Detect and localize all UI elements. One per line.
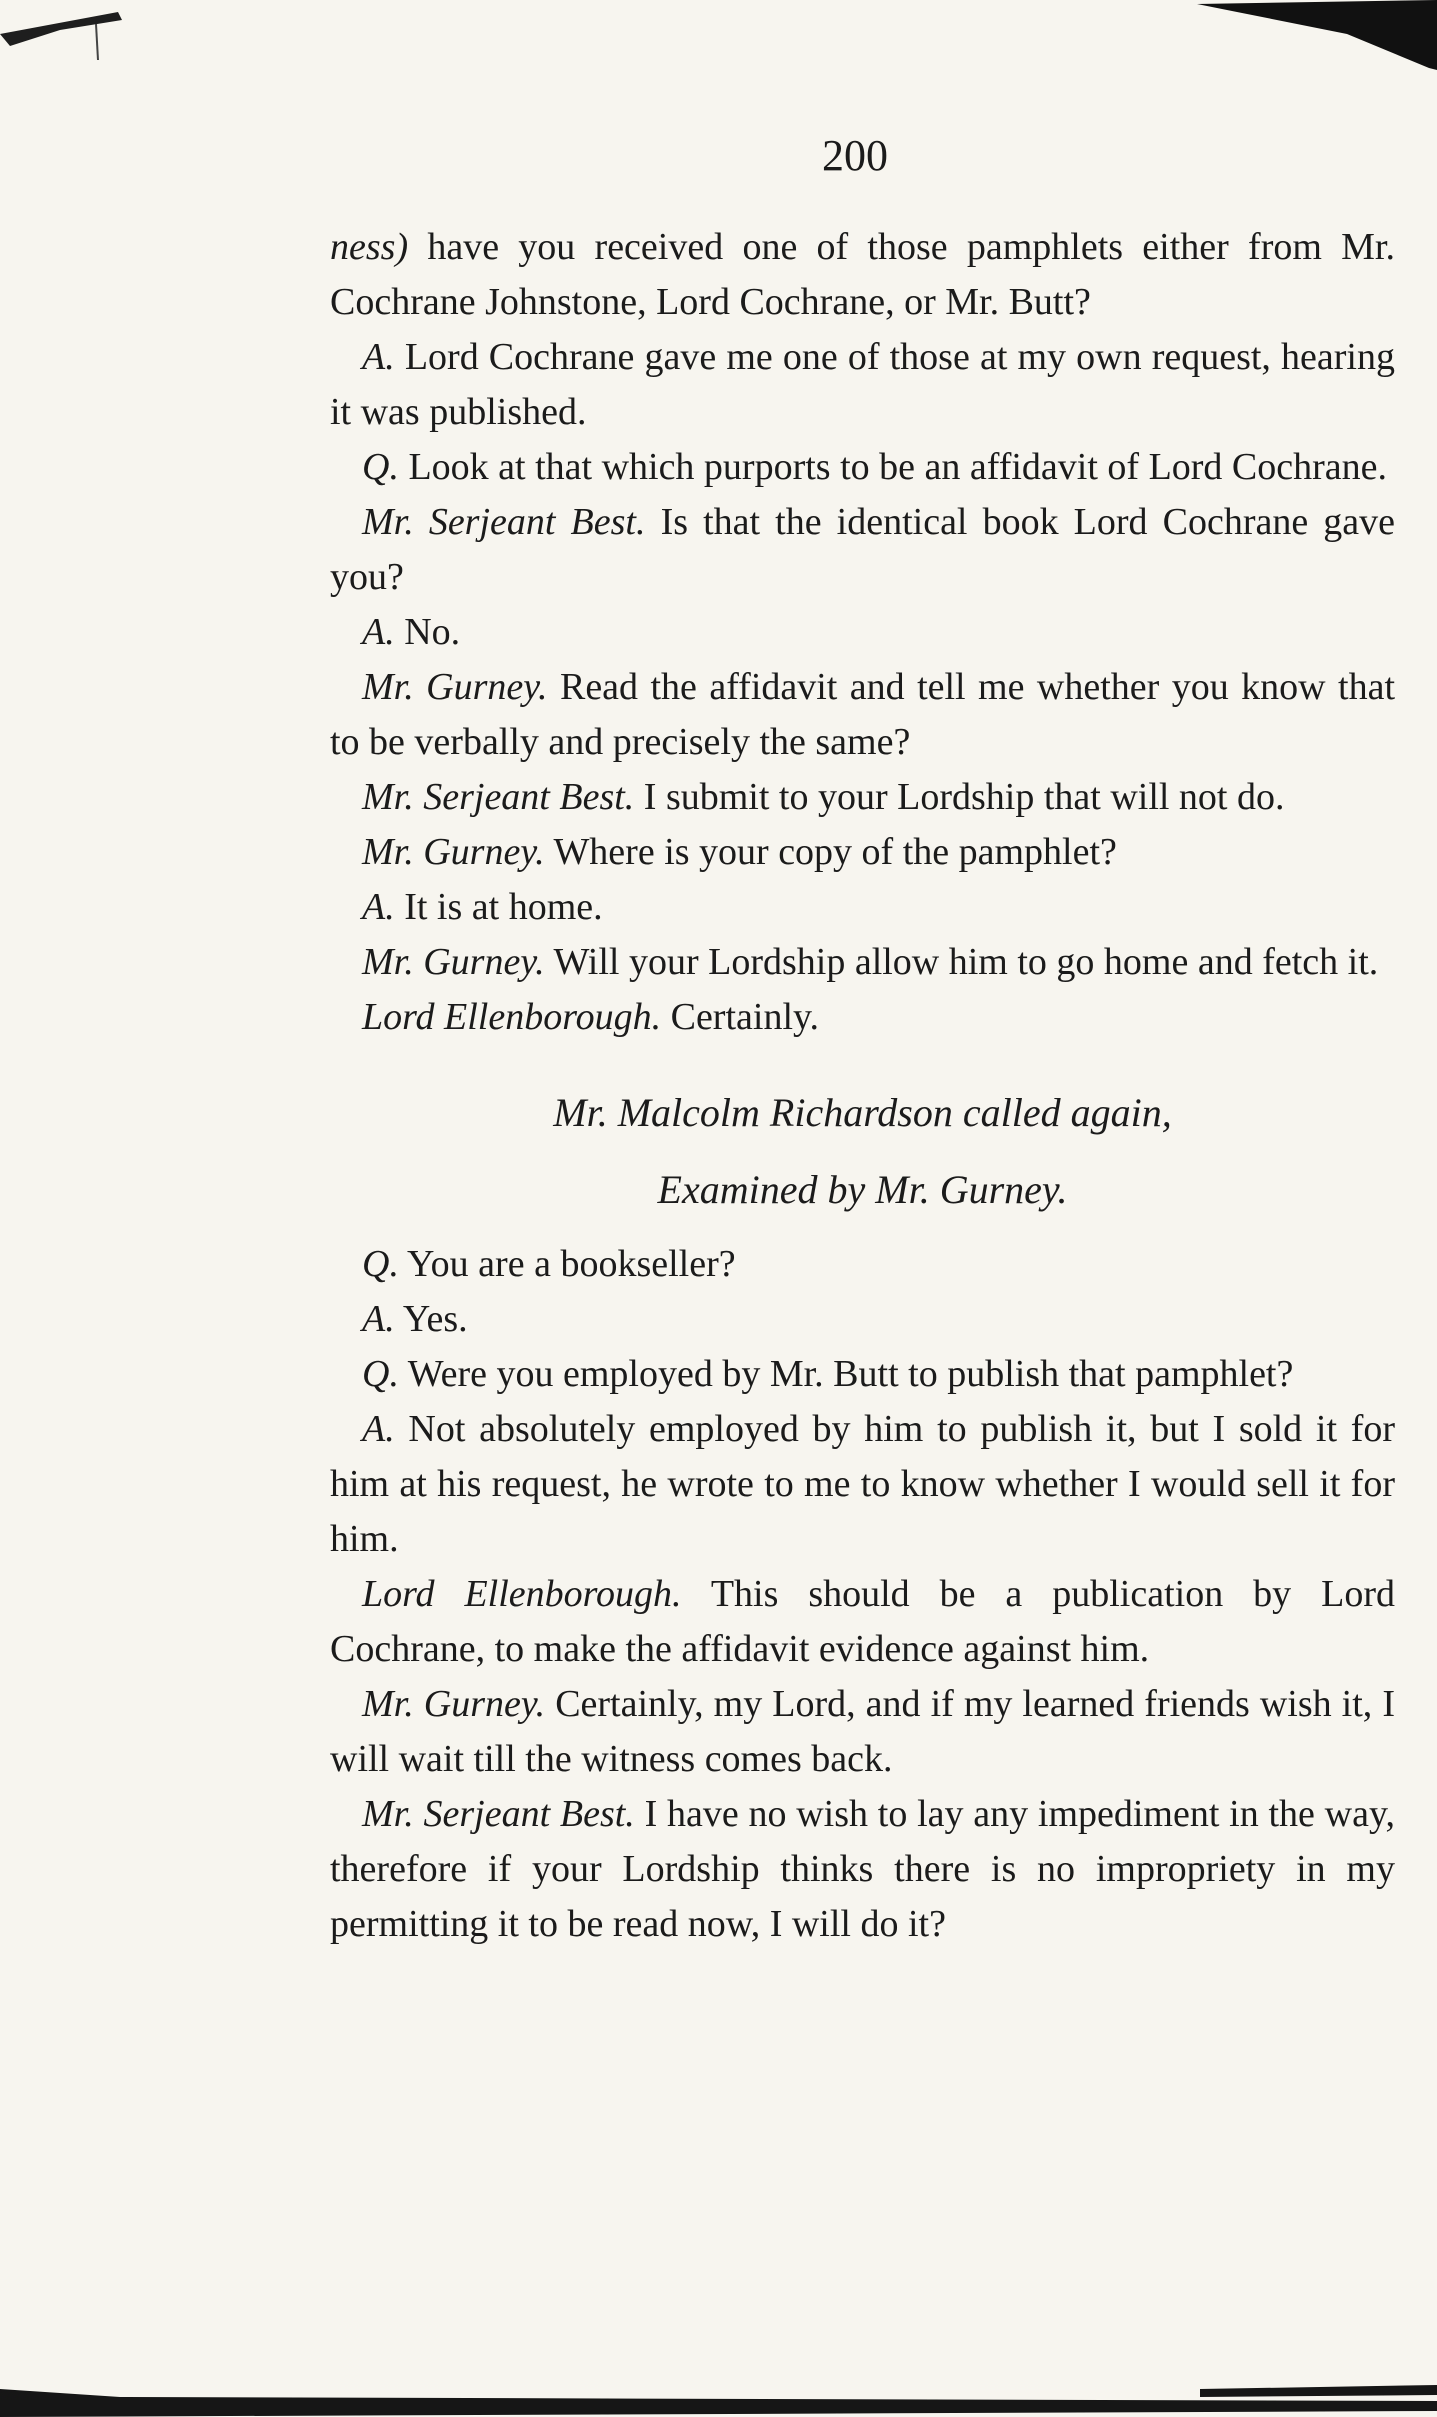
transcript-paragraph (330, 1567, 1395, 1677)
transcript-paragraph (330, 880, 1395, 935)
speaker: ness) (330, 226, 409, 268)
paragraph-text: Read the affidavit and tell me whether you know that to be verbally and precisely the same? (330, 666, 1395, 763)
transcript-paragraph (330, 1402, 1395, 1567)
speaker: Mr. Gurney. (362, 666, 548, 708)
speaker: A. (362, 886, 395, 928)
transcript-paragraph (330, 605, 1395, 660)
paragraph-text: This should be a publication by Lord Cochrane, to make the affidavit evidence against him. (330, 1573, 1395, 1670)
speaker: Mr. Serjeant Best. (362, 776, 635, 818)
transcript-paragraph (330, 495, 1395, 605)
transcript-paragraph (330, 770, 1395, 825)
transcript-paragraph (330, 825, 1395, 880)
paragraph-text: No. (404, 611, 461, 653)
speaker: Lord Ellenborough. (362, 1573, 682, 1615)
paragraph-text: Look at that which purports to be an affidavit of Lord Cochrane. (408, 446, 1388, 488)
speaker: Q. (362, 1353, 399, 1395)
body-text (330, 220, 1395, 1952)
paragraph-text: I have no wish to lay any impediment in the way, therefore if your Lordship thinks there is no impropriety in my permitting it to be read now, I will do it? (330, 1793, 1396, 1945)
speaker: Mr. Gurney. (362, 831, 545, 873)
paragraph-text: Lord Cochrane gave me one of those at my own request, hearing it was published. (330, 336, 1395, 433)
speaker: Q. (362, 446, 399, 488)
transcript-paragraph (330, 1292, 1395, 1347)
transcript-paragraph (330, 990, 1395, 1045)
transcript-paragraph (330, 1677, 1395, 1787)
speaker: Mr. Serjeant Best. (362, 1793, 635, 1835)
speaker: Q. (362, 1243, 399, 1285)
speaker: A. (362, 1408, 395, 1450)
paragraph-text: Is that the identical book Lord Cochrane gave you? (330, 501, 1396, 598)
page-number: 200 (822, 131, 888, 180)
paragraph-text: You are a bookseller? (407, 1243, 736, 1285)
examination-heading: Examined by Mr. Gurney. (657, 1167, 1068, 1212)
paragraph-text: I submit to your Lordship that will not do. (643, 776, 1285, 818)
speaker: A. (362, 1298, 395, 1340)
speaker: Mr. Gurney. (362, 941, 545, 983)
speaker: Mr. Serjeant Best. (362, 501, 646, 543)
paragraph-text: Where is your copy of the pamphlet? (553, 831, 1117, 873)
transcript-paragraph (330, 1787, 1395, 1952)
speaker: Mr. Gurney. (362, 1683, 546, 1725)
paragraph-text: Yes. (402, 1298, 468, 1340)
scan-edge-rule-bottom (0, 2367, 1437, 2417)
transcript-paragraph (330, 1347, 1395, 1402)
speaker: A. (362, 336, 395, 378)
speaker: A. (362, 611, 395, 653)
transcript-section-1 (330, 330, 1395, 1045)
speaker: Lord Ellenborough. (362, 996, 662, 1038)
paragraph-text: Certainly, my Lord, and if my learned friends wish it, I will wait till the witness comes back. (330, 1683, 1395, 1780)
paragraph-text: have you received one of those pamphlets either from Mr. Cochrane Johnstone, Lord Cochrane, or Mr. Butt? (330, 226, 1395, 323)
transcript-paragraph (330, 935, 1395, 990)
transcript-paragraph (330, 1237, 1395, 1292)
paragraph-text: Were you employed by Mr. Butt to publish that pamphlet? (407, 1353, 1294, 1395)
paragraph-text: It is at home. (404, 886, 603, 928)
transcript-paragraph (330, 440, 1395, 495)
transcript-paragraph (330, 660, 1395, 770)
transcript-section-2 (330, 1237, 1395, 1952)
paragraph-text: Certainly. (670, 996, 820, 1038)
transcript-paragraph (330, 330, 1395, 440)
paragraph-text: Not absolutely employed by him to publish it, but I sold it for him at his request, he wrote to me to know whether I would sell it for him. (330, 1408, 1396, 1560)
continuation-paragraph (330, 220, 1395, 330)
scan-edge-mark-top-left (0, 0, 140, 60)
paragraph-text: Will your Lordship allow him to go home and fetch it. (553, 941, 1379, 983)
witness-heading: Mr. Malcolm Richardson called again, (553, 1090, 1172, 1135)
scan-edge-mark-top-right (1197, 0, 1437, 70)
